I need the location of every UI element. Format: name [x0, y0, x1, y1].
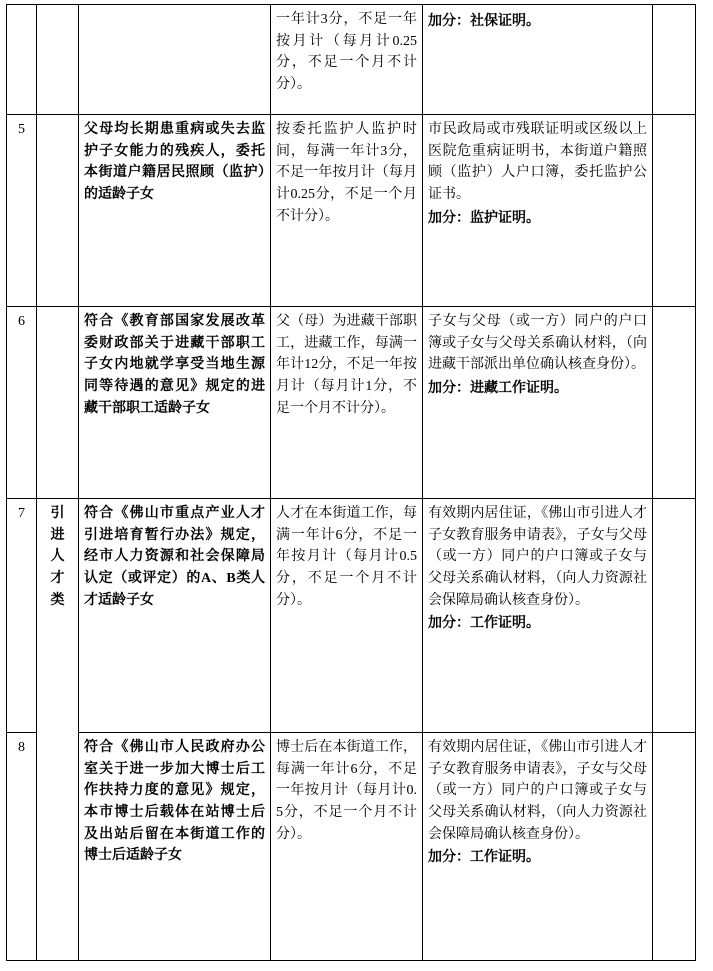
row-proof-bonus: 加分：社保证明。: [428, 14, 540, 29]
row-proof: [423, 499, 653, 733]
scoring-criteria-table: [6, 4, 696, 961]
row-item: 符合《教育部国家发展改革委财政部关于进藏干部职工子女内地就学享受当地生源同等待遇的意见》规定的进藏干部职工适龄子女: [79, 307, 271, 499]
row-blank: [653, 307, 696, 499]
row-proof-body: 有效期内居住证，《佛山市引进人才子女教育服务申请表》，子女与父母（或一方）同户的户口簿或子女与父母关系确认材料，（向人力资源社会保障局确认核查身份）。: [428, 506, 647, 608]
table-row: [7, 307, 696, 499]
row-index: 7: [7, 499, 37, 733]
row-group: [37, 307, 79, 499]
row-blank: [653, 115, 696, 307]
row-index: [7, 5, 37, 115]
row-group: [37, 5, 79, 115]
row-proof-bonus: 加分：工作证明。: [428, 616, 540, 632]
table-row: [7, 115, 696, 307]
row-score: 一年计3分，不足一年按月计（每月计0.25分，不足一个月不计分）。: [271, 5, 423, 115]
row-blank: [653, 499, 696, 733]
row-proof-body: 子女与父母（或一方）同户的户口簿或子女与父母关系确认材料，（向进藏干部派出单位确认核查身份）。: [428, 314, 647, 373]
row-item: 父母均长期患重病或失去监护子女能力的残疾人，委托本街道户籍居民照顾（监护）的适龄子女: [79, 115, 271, 307]
row-item: [79, 5, 271, 115]
row-proof-body: 有效期内居住证，《佛山市引进人才子女教育服务申请表》，子女与父母（或一方）同户的户口簿或子女与父母关系确认材料，（向人力资源社会保障局确认核查身份）。: [428, 740, 647, 842]
row-proof-body: 市民政局或市残联证明或区级以上医院危重病证明书，本街道户籍照顾（监护）人户口簿，委托监护公证书。: [428, 122, 647, 203]
row-proof-bonus: 加分：进藏工作证明。: [428, 381, 568, 397]
table-row: [7, 5, 696, 115]
document-page: [0, 4, 713, 971]
row-score: 人才在本街道工作，每满一年计6分，不足一年按月计（每月计0.5分，不足一个月不计分）。: [271, 499, 423, 733]
row-blank: [653, 5, 696, 115]
row-proof: [423, 5, 653, 115]
row-proof: [423, 307, 653, 499]
row-group-label: 引进人才类: [50, 506, 66, 608]
row-proof: [423, 733, 653, 961]
row-index: 6: [7, 307, 37, 499]
row-item: 符合《佛山市人民政府办公室关于进一步加大博士后工作扶持力度的意见》规定，本市博士后载体在站博士后及出站后留在本街道工作的博士后适龄子女: [79, 733, 271, 961]
row-index: 5: [7, 115, 37, 307]
row-group: [37, 115, 79, 307]
row-proof: [423, 115, 653, 307]
row-proof-bonus: 加分：工作证明。: [428, 850, 540, 866]
table-row: [7, 499, 696, 733]
table-row: [7, 733, 696, 961]
row-item: 符合《佛山市重点产业人才引进培育暂行办法》规定，经市人力资源和社会保障局认定（或评定）的A、B类人才适龄子女: [79, 499, 271, 733]
row-group-merged: [37, 499, 79, 961]
row-score: 博士后在本街道工作，每满一年计6分，不足一年按月计（每月计0.5分，不足一个月不计分）。: [271, 733, 423, 961]
row-blank: [653, 733, 696, 961]
row-index: 8: [7, 733, 37, 961]
row-score: 父（母）为进藏干部职工，进藏工作，每满一年计12分，不足一年按月计（每月计1分，不足一个月不计分）。: [271, 307, 423, 499]
row-proof-bonus: 加分：监护证明。: [428, 210, 540, 226]
row-score: 按委托监护人监护时间，每满一年计3分，不足一年按月计（每月计0.25分，不足一个月不计分）。: [271, 115, 423, 307]
